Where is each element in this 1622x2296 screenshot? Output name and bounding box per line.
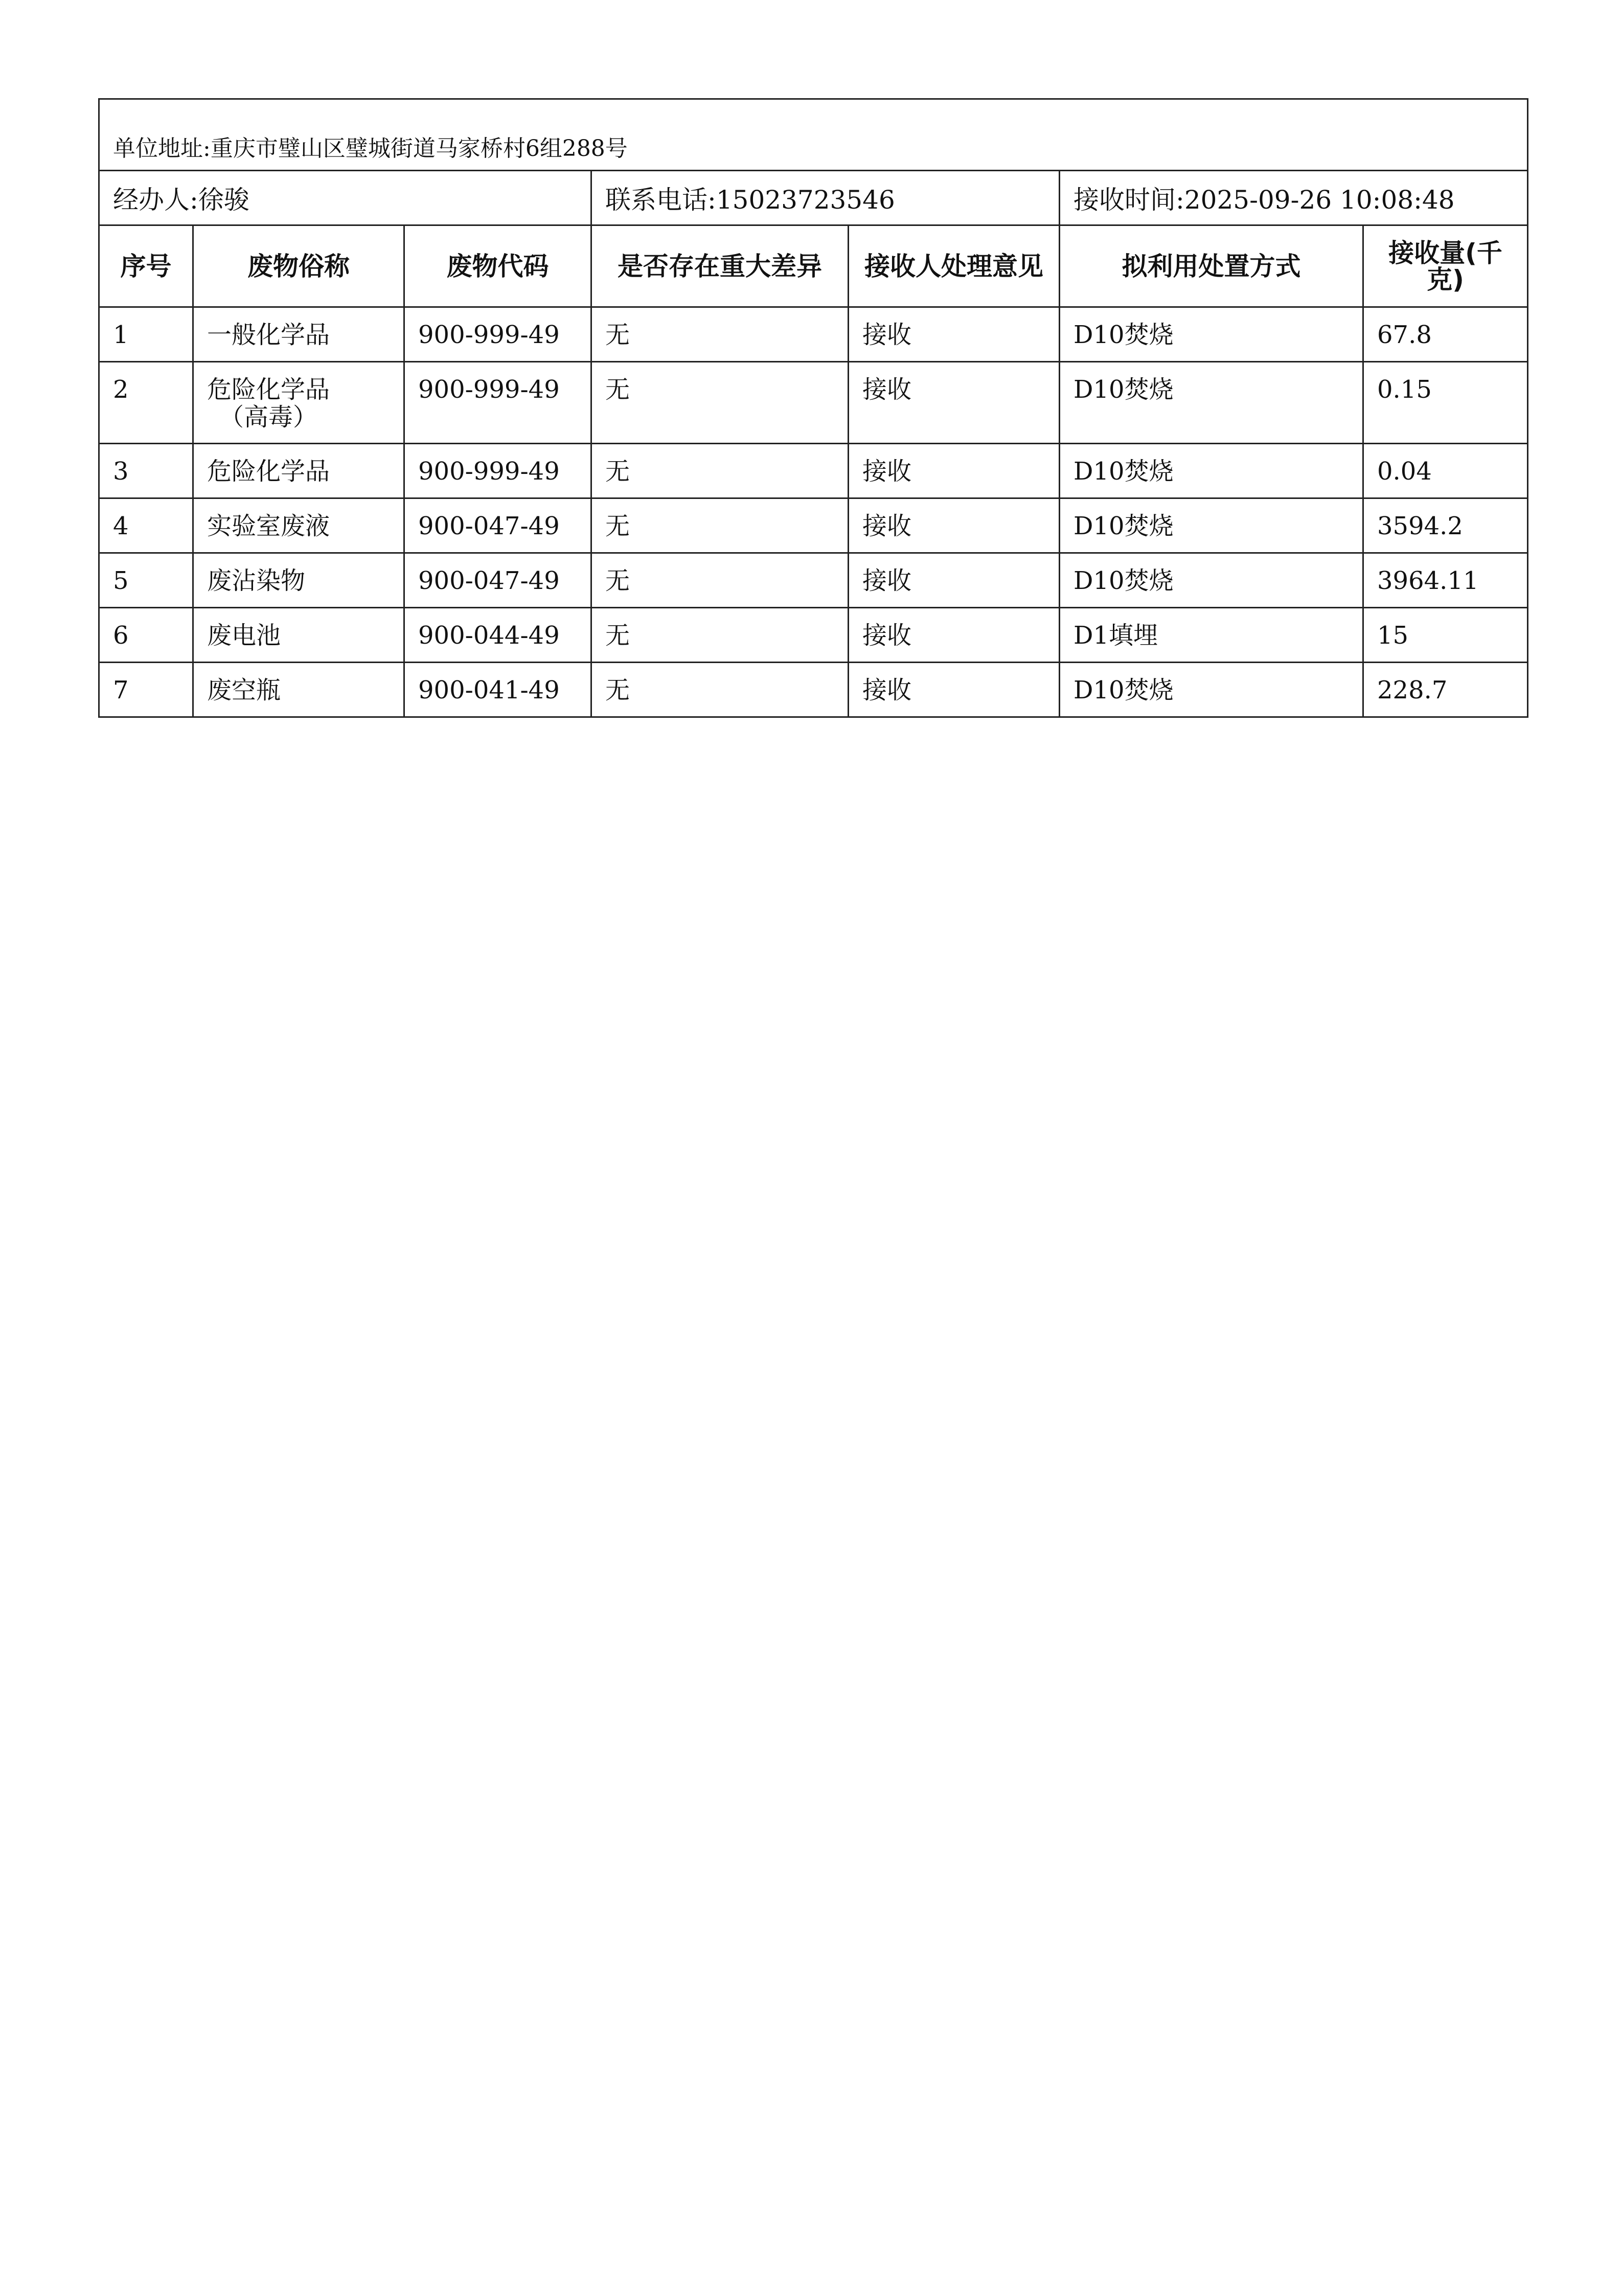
handler: [99, 171, 591, 225]
row-number: 6: [99, 608, 193, 663]
disposal-method: D10焚烧: [1060, 553, 1363, 608]
row-number: 4: [99, 498, 193, 553]
disposal-method: D10焚烧: [1060, 307, 1363, 362]
handler-value: 徐骏: [198, 185, 249, 215]
table-row: [99, 553, 1528, 608]
handler-label: 经办人:: [113, 185, 198, 215]
waste-name: 废电池: [193, 608, 404, 663]
table-row: [99, 362, 1528, 444]
disposal-method: D10焚烧: [1060, 444, 1363, 498]
received-quantity: 15: [1363, 608, 1528, 663]
major-difference: 无: [591, 498, 849, 553]
address-row: [99, 99, 1528, 171]
received-quantity: 0.15: [1363, 362, 1528, 444]
receive-time-value: 2025-09-26 10:08:48: [1184, 185, 1455, 215]
unit-address-value: 重庆市璧山区璧城街道马家桥村6组288号: [210, 135, 628, 162]
major-difference: 无: [591, 362, 849, 444]
col-header-method: 拟利用处置方式: [1060, 225, 1363, 307]
unit-address-label: 单位地址:: [113, 135, 211, 162]
disposal-method: D10焚烧: [1060, 498, 1363, 553]
table-row: [99, 663, 1528, 717]
waste-code: 900-041-49: [404, 663, 591, 717]
disposal-method: D1填埋: [1060, 608, 1363, 663]
waste-name: 一般化学品: [193, 307, 404, 362]
waste-name: [193, 362, 404, 444]
row-number: 2: [99, 362, 193, 444]
table-body: [99, 307, 1528, 717]
waste-code: 900-047-49: [404, 498, 591, 553]
major-difference: 无: [591, 444, 849, 498]
handler-opinion: 接收: [849, 362, 1060, 444]
received-quantity: 3964.11: [1363, 553, 1528, 608]
waste-code: 900-047-49: [404, 553, 591, 608]
table-row: [99, 307, 1528, 362]
waste-name-main: 危险化学品: [207, 375, 330, 404]
major-difference: 无: [591, 608, 849, 663]
contact-phone-value: 15023723546: [716, 185, 895, 215]
waste-code: 900-044-49: [404, 608, 591, 663]
waste-name-sub: （高毒）: [219, 403, 318, 431]
column-header-row: [99, 225, 1528, 307]
receive-time-label: 接收时间:: [1073, 185, 1184, 215]
handler-opinion: 接收: [849, 663, 1060, 717]
contact-phone: [591, 171, 1060, 225]
header-section: [99, 99, 1528, 307]
waste-receipt-table: [98, 98, 1528, 718]
major-difference: 无: [591, 663, 849, 717]
handler-opinion: 接收: [849, 498, 1060, 553]
waste-name-stack: [207, 376, 330, 431]
received-quantity: 228.7: [1363, 663, 1528, 717]
col-header-quantity: 接收量(千克): [1363, 225, 1528, 307]
received-quantity: 3594.2: [1363, 498, 1528, 553]
table-row: [99, 444, 1528, 498]
meta-row: [99, 171, 1528, 225]
waste-code: 900-999-49: [404, 444, 591, 498]
table-row: [99, 608, 1528, 663]
waste-name: 废沾染物: [193, 553, 404, 608]
major-difference: 无: [591, 553, 849, 608]
row-number: 1: [99, 307, 193, 362]
row-number: 5: [99, 553, 193, 608]
waste-name: 实验室废液: [193, 498, 404, 553]
waste-name: 废空瓶: [193, 663, 404, 717]
receive-time: [1060, 171, 1528, 225]
waste-name: 危险化学品: [193, 444, 404, 498]
col-header-no: 序号: [99, 225, 193, 307]
handler-opinion: 接收: [849, 608, 1060, 663]
col-header-code: 废物代码: [404, 225, 591, 307]
handler-opinion: 接收: [849, 553, 1060, 608]
contact-phone-label: 联系电话:: [605, 185, 716, 215]
received-quantity: 0.04: [1363, 444, 1528, 498]
waste-code: 900-999-49: [404, 307, 591, 362]
col-header-opinion: 接收人处理意见: [849, 225, 1060, 307]
received-quantity: 67.8: [1363, 307, 1528, 362]
col-header-difference: 是否存在重大差异: [591, 225, 849, 307]
row-number: 3: [99, 444, 193, 498]
waste-code: 900-999-49: [404, 362, 591, 444]
table-row: [99, 498, 1528, 553]
disposal-method: D10焚烧: [1060, 362, 1363, 444]
disposal-method: D10焚烧: [1060, 663, 1363, 717]
major-difference: 无: [591, 307, 849, 362]
handler-opinion: 接收: [849, 307, 1060, 362]
row-number: 7: [99, 663, 193, 717]
unit-address: [99, 99, 1528, 171]
handler-opinion: 接收: [849, 444, 1060, 498]
col-header-name: 废物俗称: [193, 225, 404, 307]
receipt-record: [98, 98, 1527, 718]
